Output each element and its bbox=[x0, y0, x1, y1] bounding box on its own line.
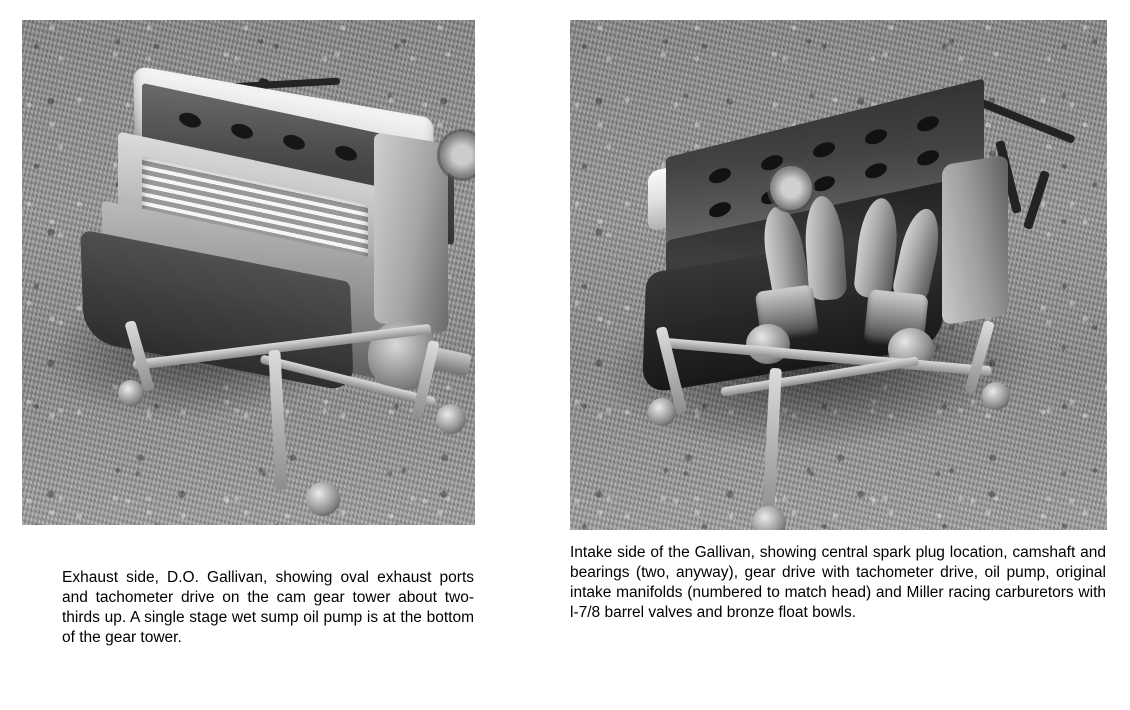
photo-exhaust-side bbox=[22, 20, 475, 525]
caption-left: Exhaust side, D.O. Gallivan, showing oval exhaust ports and tachometer drive on the cam gear tower about two-thirds up. A single stage wet sump oil pump is at the bottom of the gear tower. bbox=[62, 569, 474, 647]
cam-gear-tower bbox=[374, 132, 448, 334]
caster-wheel-left bbox=[648, 398, 676, 426]
cam-gear-tower bbox=[942, 155, 1008, 325]
caster-wheel-left bbox=[118, 380, 144, 406]
figure-left bbox=[22, 20, 475, 525]
caster-wheel-right bbox=[982, 382, 1010, 410]
caster-wheel-front bbox=[306, 482, 340, 516]
caption-right: Intake side of the Gallivan, showing central spark plug location, camshaft and bearings (two, anyway), gear drive with tachometer drive, oil pump, original intake manifolds (numbered to match head) and Miller racing carburetors with l-7/8 barrel valves and bronze float bowls. bbox=[570, 544, 1106, 622]
figure-right bbox=[570, 20, 1107, 530]
caster-wheel-right bbox=[436, 404, 466, 434]
cam-drive-gear bbox=[770, 166, 812, 210]
photo-intake-side bbox=[570, 20, 1107, 530]
